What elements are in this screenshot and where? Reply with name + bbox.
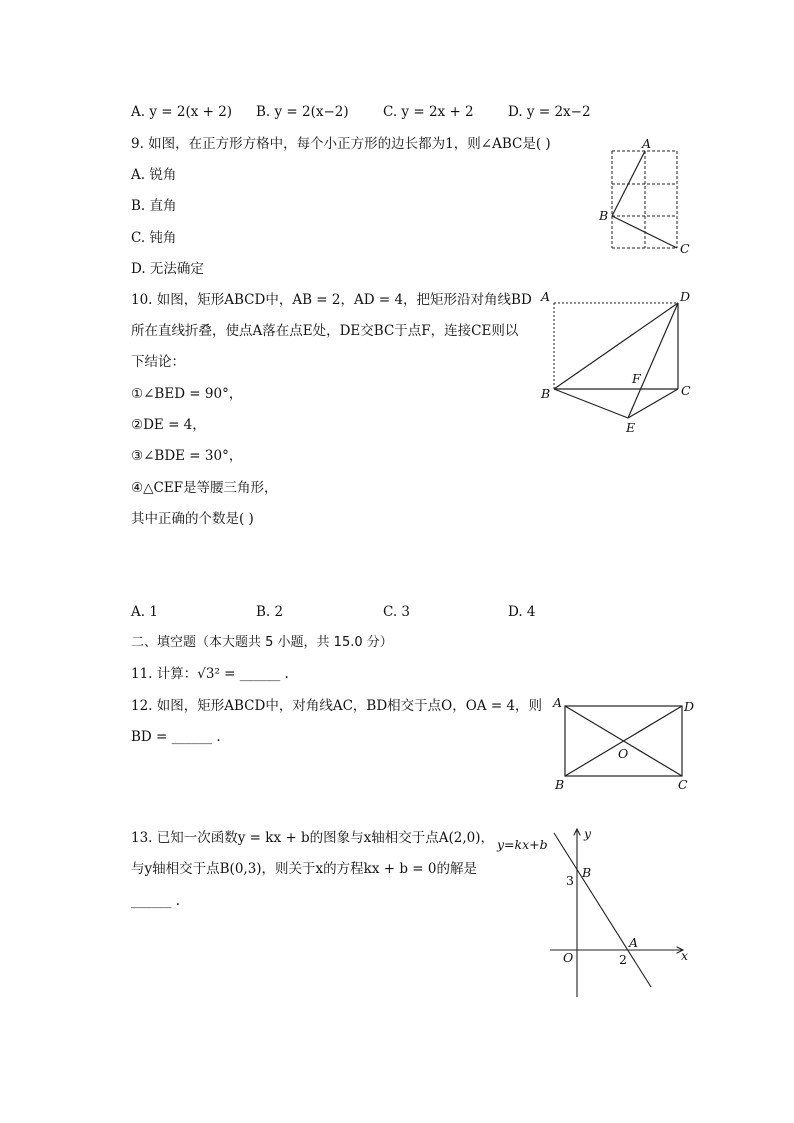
q9-stem: 9. 如图，在正方形方格中，每个小正方形的边长都为1，则∠ABC是( ): [131, 136, 551, 152]
q10-conclusion-4: ④△CEF是等腰三角形，: [131, 480, 278, 496]
label-c: C: [681, 383, 691, 398]
y-intercept-label: 3: [566, 873, 574, 888]
q10-option-c: C. 3: [383, 604, 411, 620]
q10-rectangle-fold-figure: [535, 285, 705, 440]
q10-stem-line-3: 下结论：: [131, 354, 185, 370]
label-d: D: [684, 699, 695, 714]
q13-line-1: 13. 已知一次函数y = kx + b的图象与x轴相交于点A(2,0)，: [131, 830, 494, 846]
q10-conclusion-3: ③∠BDE = 30°，: [131, 448, 243, 464]
point-a-label: A: [629, 935, 639, 950]
q13-function-graph: [495, 825, 695, 1000]
q10-stem-line-2: 所在直线折叠，使点A落在点E处，DE交BC于点F，连接CE则以: [131, 323, 519, 339]
q12-line-2: BD = ______ .: [131, 729, 221, 745]
q8-option-a: A. y = 2(x + 2): [131, 104, 233, 120]
label-b: B: [599, 208, 609, 223]
y-axis-label: y: [584, 826, 592, 841]
q8-option-d: D. y = 2x−2: [508, 104, 591, 120]
q12-line-1: 12. 如图，矩形ABCD中，对角线AC，BD相交于点O，OA = 4，则: [131, 698, 543, 714]
label-e: E: [626, 420, 636, 435]
section-heading-fill-in: 二、填空题（本大题共 5 小题，共 15.0 分）: [131, 635, 393, 650]
function-label: y=kx+b: [497, 837, 548, 852]
label-c: C: [680, 241, 690, 256]
q9-option-c: C. 钝角: [131, 230, 177, 246]
point-b-label: B: [582, 865, 592, 880]
q8-option-b: B. y = 2(x−2): [256, 104, 349, 120]
label-a: A: [642, 136, 652, 151]
q13-line-3: ______ .: [131, 893, 181, 909]
label-o: O: [618, 746, 629, 761]
x-axis-label: x: [681, 948, 689, 963]
segment-ba: [612, 151, 645, 216]
origin-label: O: [563, 950, 574, 965]
q10-conclusion-2: ②DE = 4，: [131, 417, 206, 433]
q10-option-a: A. 1: [131, 604, 158, 620]
q9-option-b: B. 直角: [131, 198, 177, 214]
label-f: F: [632, 371, 641, 386]
label-c: C: [678, 777, 688, 792]
q8-option-c: C. y = 2x + 2: [383, 104, 474, 120]
label-a: A: [541, 289, 551, 304]
q10-conclusion-1: ①∠BED = 90°，: [131, 386, 243, 402]
label-b: B: [555, 777, 565, 792]
q10-stem-line-1: 10. 如图，矩形ABCD中，AB = 2，AD = 4，把矩形沿对角线BD: [131, 292, 532, 308]
q10-option-d: D. 4: [508, 604, 536, 620]
label-b: B: [541, 386, 551, 401]
q12-rectangle-figure: [550, 695, 700, 795]
label-a: A: [553, 695, 563, 710]
q9-option-d: D. 无法确定: [131, 261, 204, 277]
q10-option-b: B. 2: [256, 604, 284, 620]
q10-question: 其中正确的个数是( ): [131, 511, 254, 527]
q11-text: 11. 计算：√3² = ______ .: [131, 666, 289, 682]
q13-line-2: 与y轴相交于点B(0,3)，则关于x的方程kx + b = 0的解是: [131, 861, 477, 877]
x-intercept-label: 2: [619, 952, 627, 967]
label-d: D: [680, 289, 691, 304]
q9-option-a: A. 锐角: [131, 167, 177, 183]
q9-grid-figure: [590, 135, 700, 260]
